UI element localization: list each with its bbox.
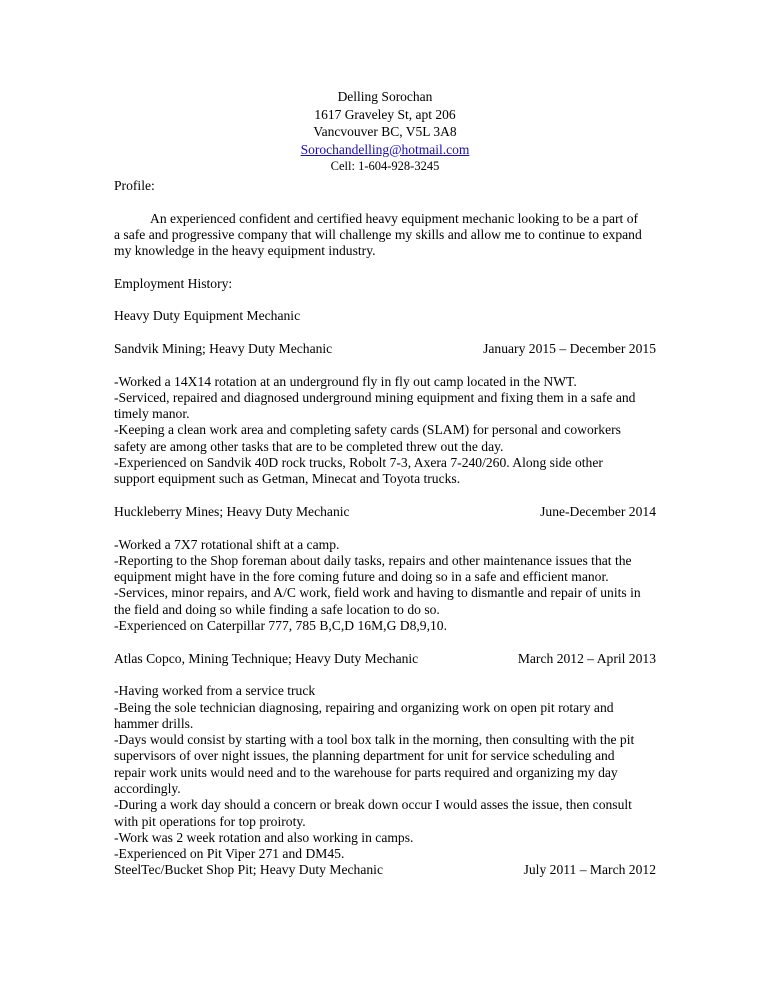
job-title: SteelTec/Bucket Shop Pit; Heavy Duty Mechanic	[114, 862, 383, 878]
job-detail-line: -Worked a 14X14 rotation at an underground fly in fly out camp located in the NWT.	[114, 373, 577, 389]
job-detail-line: support equipment such as Getman, Minecat and Toyota trucks.	[114, 471, 461, 487]
job-detail-line: repair work units would need and to the warehouse for parts required and organizing my day	[114, 764, 618, 780]
job-detail-line: timely manor.	[114, 406, 190, 422]
job-detail-line: -During a work day should a concern or break down occur I would asses the issue, then consult	[114, 797, 632, 813]
job-detail-line: -Being the sole technician diagnosing, repairing and organizing work on open pit rotary and	[114, 699, 614, 715]
job-dates: January 2015 – December 2015	[483, 340, 656, 356]
resume-body	[114, 178, 656, 879]
job-dates: March 2012 – April 2013	[517, 650, 656, 666]
job-detail-line: the field and doing so while finding a safe location to do so.	[114, 601, 440, 617]
job-detail-line: hammer drills.	[114, 715, 194, 731]
job-detail-line: equipment might have in the fore coming future and doing so in a safe and efficient manor.	[114, 569, 609, 585]
job-dates: July 2011 – March 2012	[523, 862, 656, 878]
job-detail-line: -Worked a 7X7 rotational shift at a camp.	[114, 536, 340, 552]
job-detail-line: -Days would consist by starting with a tool box talk in the morning, then consulting with the pit	[114, 732, 635, 748]
job-header	[114, 504, 656, 520]
employment-subheading: Heavy Duty Equipment Mechanic	[114, 308, 301, 324]
job-detail-line: -Experienced on Caterpillar 777, 785 B,C,D 16M,G D8,9,10.	[114, 618, 447, 634]
job-detail-line: with pit operations for top proiroty.	[114, 813, 306, 829]
job-title: Sandvik Mining; Heavy Duty Mechanic	[114, 340, 333, 356]
profile-text-line: a safe and progressive company that will challenge my skills and allow me to continue to expand	[114, 226, 642, 242]
job-detail-line: -Services, minor repairs, and A/C work, field work and having to dismantle and repair of units in	[114, 585, 641, 601]
contact-address-line1: 1617 Graveley St, apt 206	[314, 106, 456, 122]
job-detail-line: supervisors of over night issues, the planning department for unit for service scheduling and	[114, 748, 615, 764]
job-header	[114, 862, 656, 878]
job-detail-line: -Keeping a clean work area and completing safety cards (SLAM) for personal and coworkers	[114, 422, 621, 438]
profile-heading: Profile:	[114, 178, 155, 193]
contact-address-line2: Vancvouver BC, V5L 3A8	[313, 124, 457, 139]
contact-email-link[interactable]: Sorochandelling@hotmail.com	[300, 141, 470, 157]
job-header	[114, 341, 656, 357]
contact-cell: Cell: 1-604-928-3245	[330, 159, 440, 173]
job-detail-line: -Work was 2 week rotation and also working in camps.	[114, 829, 414, 845]
contact-header	[230, 88, 540, 176]
job-detail-line: -Experienced on Sandvik 40D rock trucks, Robolt 7-3, Axera 7-240/260. Along side other	[114, 455, 603, 471]
employment-heading: Employment History:	[114, 275, 233, 291]
profile-text-line: my knowledge in the heavy equipment industry.	[114, 243, 376, 259]
contact-name: Delling Sorochan	[337, 89, 433, 104]
profile-text-line: An experienced confident and certified heavy equipment mechanic looking to be a part of	[150, 210, 639, 226]
job-detail-line: -Having worked from a service truck	[114, 683, 316, 699]
job-detail-line: -Serviced, repaired and diagnosed underground mining equipment and fixing them in a safe and	[114, 389, 636, 405]
job-title: Huckleberry Mines; Heavy Duty Mechanic	[114, 503, 350, 519]
job-dates: June-December 2014	[540, 503, 656, 519]
job-header	[114, 651, 656, 667]
job-detail-line: safety are among other tasks that are to be completed threw out the day.	[114, 438, 504, 454]
job-detail-line: -Reporting to the Shop foreman about daily tasks, repairs and other maintenance issues that the	[114, 552, 632, 568]
job-detail-line: -Experienced on Pit Viper 271 and DM45.	[114, 846, 345, 862]
job-detail-line: accordingly.	[114, 780, 181, 796]
job-title: Atlas Copco, Mining Technique; Heavy Duty Mechanic	[114, 650, 419, 666]
